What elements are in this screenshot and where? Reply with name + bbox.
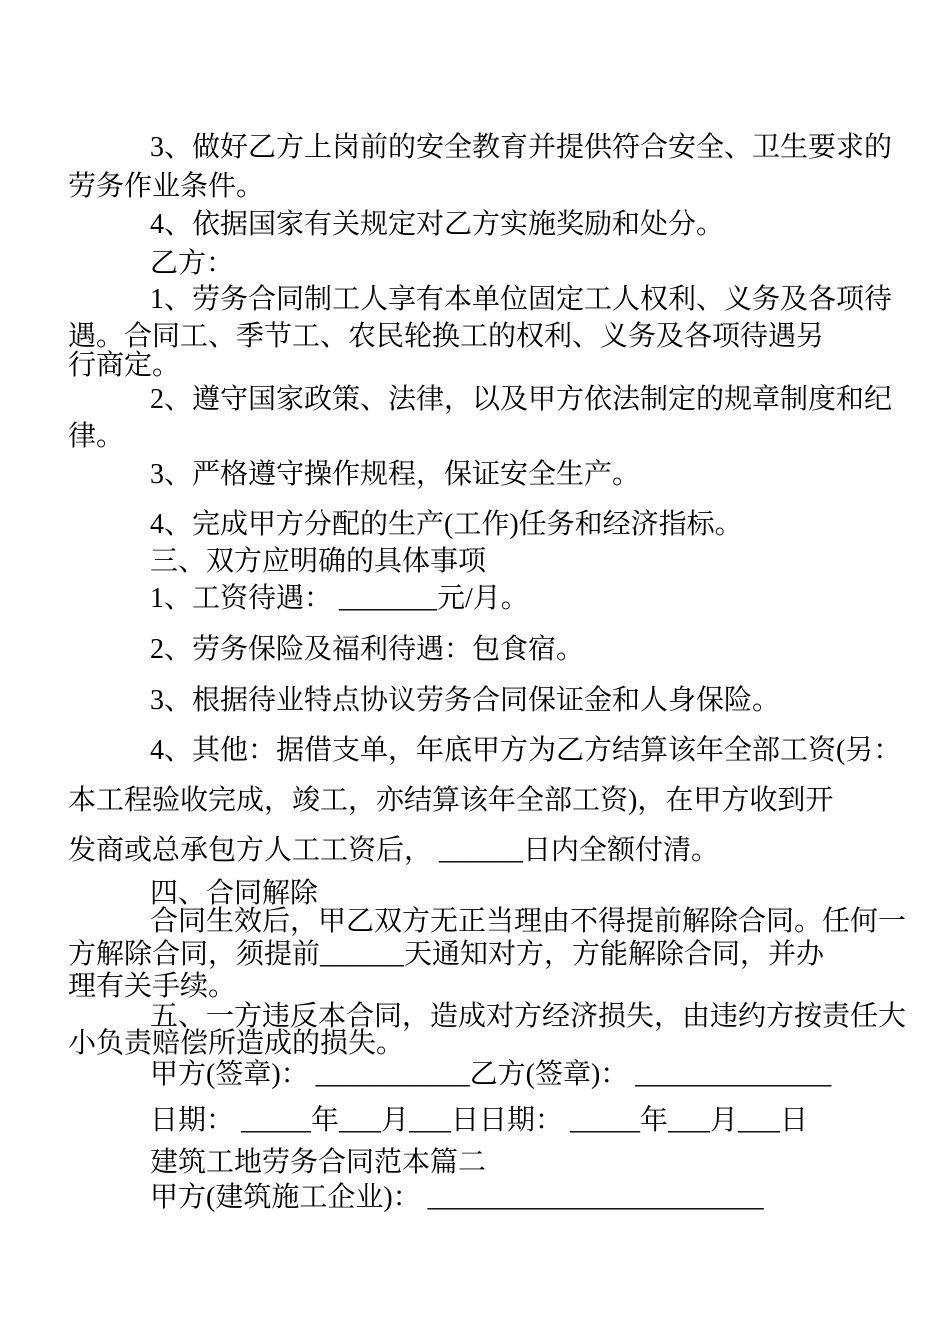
text-line: 五、一方违反本合同，造成对方经济损失，由违约方按责任大 — [150, 1001, 907, 1032]
text-line: 小负责赔偿所造成的损失。 — [68, 1028, 405, 1059]
text-line: 日期： _____年___月___日日期： _____年___月___日 — [150, 1105, 809, 1136]
text-line: 劳务作业条件。 — [68, 171, 265, 202]
text-line: 2、劳务保险及福利待遇：包食宿。 — [150, 634, 585, 665]
text-line: 2、遵守国家政策、法律，以及甲方依法制定的规章制度和纪 — [150, 384, 893, 415]
text-line: 方解除合同，须提前______天通知对方，方能解除合同，并办 — [68, 939, 825, 970]
text-line: 1、劳务合同制工人享有本单位固定工人权利、义务及各项待 — [150, 284, 893, 315]
text-line: 行商定。 — [68, 350, 181, 381]
text-line: 本工程验收完成，竣工，亦结算该年全部工资)，在甲方收到开 — [68, 785, 834, 816]
text-line: 甲方(签章)： ___________乙方(签章)： ______________ — [150, 1059, 832, 1090]
text-line: 甲方(建筑施工企业)： ________________________ — [150, 1182, 764, 1213]
text-line: 理有关手续。 — [68, 971, 237, 1002]
text-line: 四、合同解除 — [150, 878, 319, 909]
text-line: 乙方： — [150, 248, 235, 279]
text-line: 3、做好乙方上岗前的安全教育并提供符合安全、卫生要求的 — [150, 132, 893, 163]
text-line: 三、双方应明确的具体事项 — [150, 546, 487, 577]
text-line: 3、根据待业特点协议劳务合同保证金和人身保险。 — [150, 685, 781, 716]
text-line: 遇。合同工、季节工、农民轮换工的权利、义务及各项待遇另 — [68, 321, 825, 352]
text-line: 3、严格遵守操作规程，保证安全生产。 — [150, 459, 641, 490]
text-line: 4、其他：据借支单，年底甲方为乙方结算该年全部工资(另： — [150, 735, 902, 766]
text-line: 建筑工地劳务合同范本篇二 — [150, 1147, 487, 1178]
text-line: 4、完成甲方分配的生产(工作)任务和经济指标。 — [150, 509, 743, 540]
text-line: 律。 — [68, 421, 125, 452]
text-line: 1、工资待遇： _______元/月。 — [150, 583, 529, 614]
text-line: 发商或总承包方人工工资后， ______日内全额付清。 — [68, 835, 720, 866]
text-line: 4、依据国家有关规定对乙方实施奖励和处分。 — [150, 209, 725, 240]
text-line: 合同生效后，甲乙双方无正当理由不得提前解除合同。任何一 — [150, 906, 907, 937]
